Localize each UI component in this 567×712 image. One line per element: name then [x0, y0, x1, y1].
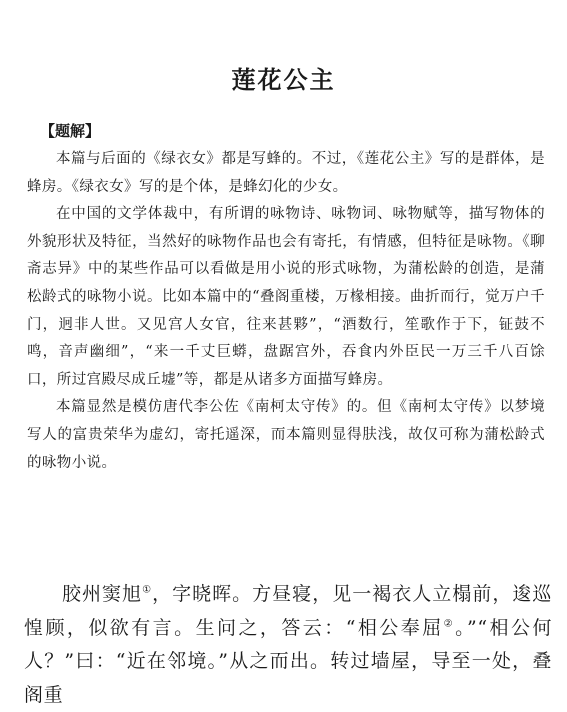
- intro-section: [27, 146, 545, 477]
- intro-paragraph: 本篇显然是模仿唐代李公佐《南柯太守传》的。但《南柯太守传》以梦境写人的富贵荣华为虚幻，寄托遥深，而本篇则显得肤浅，故仅可称为蒲松龄式的咏物小说。: [27, 399, 545, 471]
- main-paragraph: [24, 578, 552, 712]
- intro-paragraph: 在中国的文学体裁中，有所谓的咏物诗、咏物词、咏物赋等，描写物体的外貌形状及特征，当然好的咏物作品也会有寄托，有情感，但特征是咏物。《聊斋志异》中的某些作品可以看做是用小说的形式咏物，为蒲松龄的创造，是蒲松龄式的咏物小说。比如本篇中的“叠阁重楼，万椽相接。曲折而行，觉万户千门，迥非人世。又见宫人女官，往来甚夥”，“酒数行，笙歌作于下，钲鼓不鸣，音声幽细”，“来一千丈巨蟒，盘踞宫外，吞食内外臣民一万三千八百馀口，所过宫殿尽成丘墟”等，都是从诸多方面描写蜂房。: [27, 206, 545, 388]
- text-run: ，字晓晖。方昼寝，见一褐衣人立榻前，逡巡惶顾，似欲有言。生问之，答云：“相公奉屈: [24, 583, 552, 639]
- footnote-marker[interactable]: ①: [142, 584, 153, 596]
- text-run: 胶州窦旭: [62, 583, 143, 605]
- intro-paragraph: 本篇与后面的《绿衣女》都是写蜂的。不过，《莲花公主》写的是群体，是蜂房。《绿衣女》写的是个体，是蜂幻化的少女。: [27, 151, 545, 195]
- main-text: [24, 578, 552, 712]
- footnote-marker[interactable]: ②: [443, 618, 456, 630]
- text-run: 。”“相公何人？”曰：“近在邻境。”从之而出。转过墙屋，导至一处，叠阁重: [24, 616, 552, 706]
- section-heading: 【题解】: [40, 122, 101, 140]
- page-title: 莲花公主: [231, 65, 336, 94]
